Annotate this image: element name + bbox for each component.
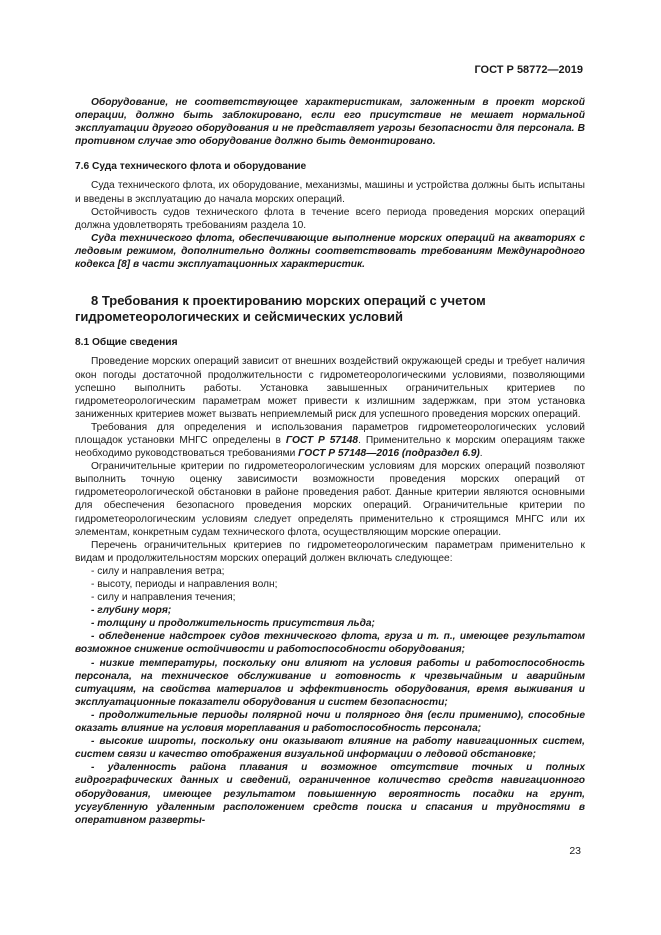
paragraph: Остойчивость судов технического флота в течение всего периода проведения морских операций должна удовлетворять требованиям раздела 10. [75, 206, 585, 231]
list-item: - высокие широты, поскольку они оказывают влияние на работу навигационных систем, систем связи и качество отображения визуальной информации о ледовой обстановке; [75, 736, 585, 761]
list-item: - продолжительные периоды полярной ночи и полярного дня (если применимо), способные оказать влияние на условия мореплавания и работоспособность персонала; [75, 709, 585, 735]
list-item: - высоту, периоды и направления волн; [91, 579, 278, 590]
paragraph: Суда технического флота, обеспечивающие выполнение морских операций на акваториях с ледовым режимом, дополнительно должны соответствовать требованиям Международного кодекса [8] в части эксплуатационных характеристик. [75, 232, 585, 271]
list-item: - обледенение надстроек судов технического флота, груза и т. п., имеющее результатом возможное снижение остойчивости и работоспособности оборудования; [75, 631, 585, 656]
list-item: - силу и направления течения; [91, 592, 236, 604]
document-id: ГОСТ Р 58772—2019 [474, 64, 583, 76]
paragraph: Проведение морских операций зависит от внешних воздействий окружающей среды и требует наличия окон погоды достаточной продолжительности с гидрометеорологическими условиями, позволяющими успешно выполнить работы. Установка завышенных ограничительных критериев по гидрометеорологическим параметрам может привести к излишним задержкам, при этом установка заниженных критериев может вызвать неприемлемый риск для успешного проведения морских операций. [75, 356, 585, 420]
section-heading-7-6: 7.6 Суда технического флота и оборудование [75, 161, 307, 173]
list-item: - удаленность района плавания и возможное отсутствие точных и полных гидрографических данных и сведений, ограниченное количество средств навигационного оборудования, имеющее результатом повышенную вероятность посадки на грунт, усугубленную удаленным расположением средств поиска и спасания и трудностями в оперативном разверты- [75, 762, 585, 826]
paragraph: Суда технического флота, их оборудование, механизмы, машины и устройства должны быть испытаны и введены в эксплуатацию до начала морских операций. [75, 180, 585, 205]
standard-reference: ГОСТ Р 57148 [285, 434, 359, 446]
section-heading-8: 8 Требования к проектированию морских операций с учетом гидрометеорологических и сейсмических условий [75, 293, 486, 324]
list-item: - глубину моря; [91, 605, 172, 617]
paragraph: Перечень ограничительных критериев по гидрометеорологическим параметрам применительно к видам и продолжительностям морских операций должен включать следующее: [75, 539, 585, 564]
text: Требования для определения и использования параметров гидрометеорологических условий площадок установки МНГС определены в [75, 421, 585, 446]
page-number: 23 [569, 845, 581, 857]
text: . [479, 448, 483, 460]
list-item: - толщину и продолжительность присутствия льда; [91, 618, 375, 630]
paragraph: Оборудование, не соответствующее характеристикам, заложенным в проект морской операции, должно быть заблокировано, если его присутствие не мешает нормальной эксплуатации другого оборудования и не представляет угрозы безопасности для персонала. В противном случае это оборудование должно быть демонтировано. [75, 97, 585, 148]
paragraph: Ограничительные критерии по гидрометеорологическим условиям для морских операций позволяют выполнить точную оценку зависимости возможности проведения морских операций от гидрометеорологической обстановки в районе проведения работ. Данные критерии являются основными для обеспечения безопасного проведения морских операций. Ограничительные критерии по гидрометеорологическим условиям следует определять применительно к строящимся МНГС или их элементам, конкретным судам технического флота, осуществляющим морские операции. [75, 461, 585, 538]
list-item: - низкие температуры, поскольку они влияют на условия работы и работоспособность персонала, на техническое обслуживание и готовность к чрезвычайным и аварийным ситуациям, на свойства материалов и эффективность оборудования, время выживания и эксплуатационные показатели оборудования и систем безопасности; [75, 657, 585, 708]
text: . Применительно к морским операциям также необходимо руководствоваться требованиями [75, 434, 585, 460]
page-body [75, 96, 585, 827]
paragraph-with-references [75, 421, 585, 460]
section-heading-8-1: 8.1 Общие сведения [75, 337, 178, 349]
list-item: - силу и направления ветра; [91, 565, 225, 577]
standard-reference: ГОСТ Р 57148—2016 (подраздел 6.9) [298, 448, 480, 460]
